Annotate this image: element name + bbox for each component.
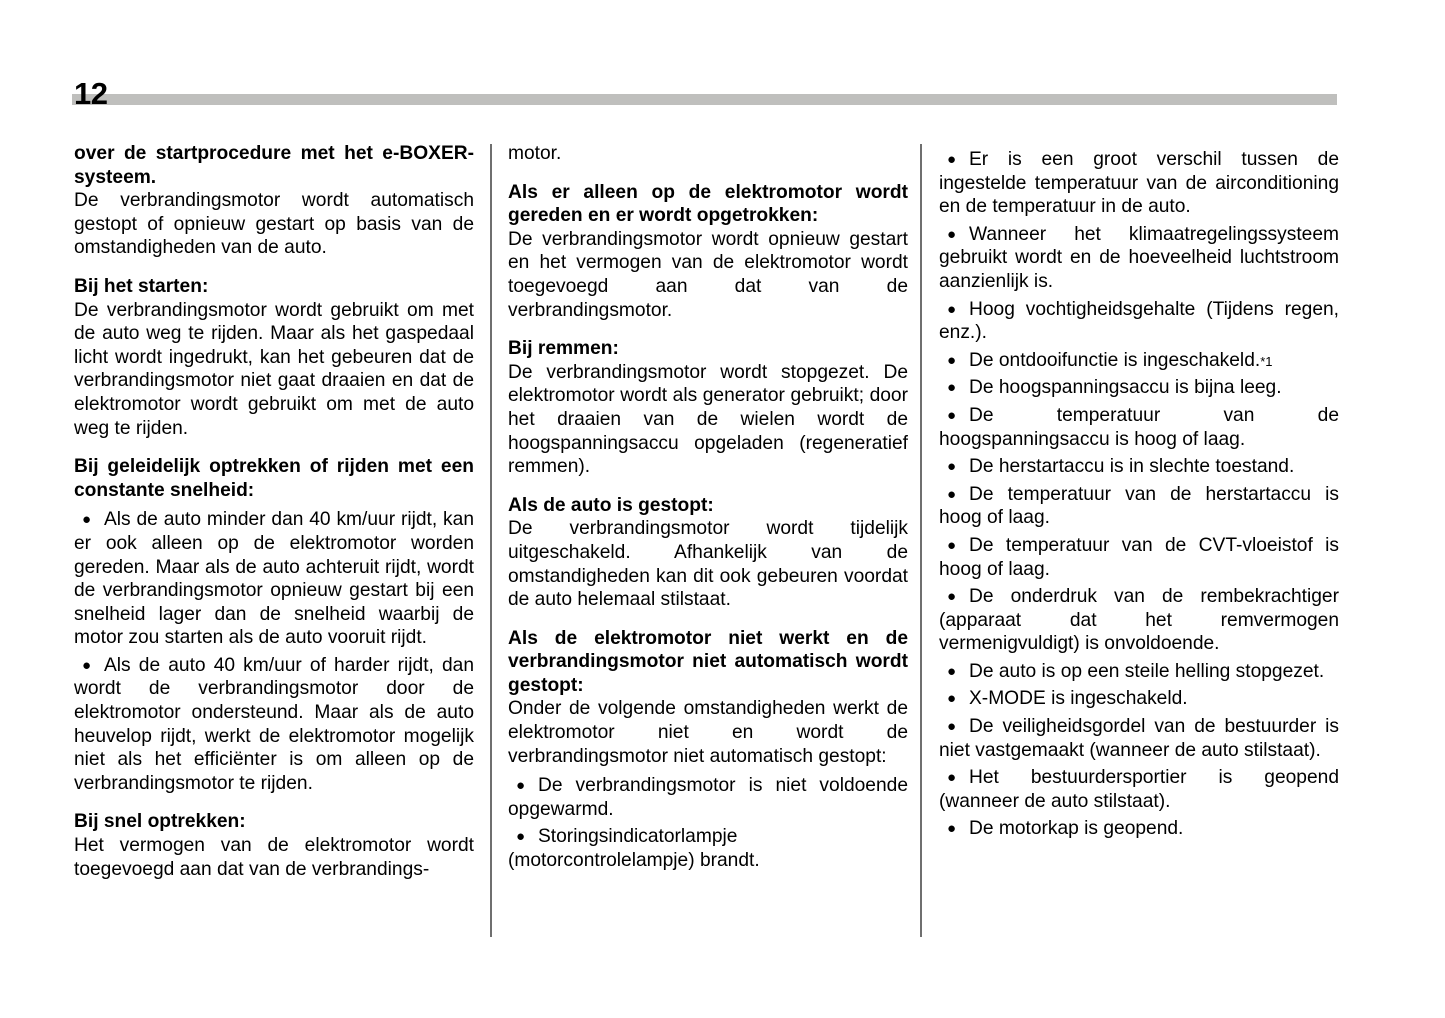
section-heading — [74, 455, 474, 502]
bullet-text: De temperatuur van de herstartaccu is hoog of laag. — [939, 483, 1339, 529]
bullet-text: De ontdooifunctie is ingeschakeld. — [969, 349, 1261, 371]
body-paragraph — [508, 517, 908, 611]
bullet-text: De veiligheidsgordel van de bestuurder is niet vastgemaakt (wanneer de auto stilstaat). — [939, 716, 1339, 761]
bullet-point-icon: ● — [516, 828, 526, 846]
bullet-point-icon: ● — [82, 511, 92, 529]
bullet-item — [508, 774, 908, 821]
bullet-item — [74, 654, 474, 796]
heading-text: Bij geleidelijk optrekken of rijden met een constante snelheid: — [74, 456, 474, 501]
bullet-point-icon: ● — [516, 777, 526, 795]
page-header — [72, 78, 1337, 112]
body-paragraph — [508, 228, 908, 322]
paragraph-text: De verbrandingsmotor wordt tijdelijk uitgeschakeld. Afhankelijk van de omstandigheden kan dit ook gebeuren voordat de auto helemaal stilstaat. — [508, 518, 908, 611]
body-paragraph — [74, 189, 474, 260]
bullet-text: Als de auto 40 km/uur of harder rijdt, dan wordt de verbrandingsmotor door de elektromotor ondersteund. Maar als de auto heuvelop rijdt, werkt de elektromotor mogelijk niet als het efficiënter is om alleen op de verbrandingsmotor te rijden. — [74, 654, 474, 794]
text-column-middle — [508, 142, 908, 942]
bullet-point-icon: ● — [947, 300, 957, 318]
section-heading — [74, 810, 474, 834]
section-heading — [508, 181, 908, 228]
bullet-point-icon: ● — [947, 458, 957, 476]
bullet-text: Het bestuurdersportier is geopend (wanneer de auto stilstaat). — [939, 767, 1339, 812]
header-rule — [72, 94, 1337, 105]
bullet-item — [939, 455, 1339, 479]
body-paragraph — [74, 299, 474, 441]
bullet-point-icon: ● — [947, 690, 957, 708]
bullet-text: Wanneer het klimaatregelingssysteem gebruikt wordt en de hoeveelheid luchtstroom aanzienlijk is. — [939, 223, 1339, 292]
section-heading — [508, 494, 908, 518]
bullet-item — [939, 585, 1339, 656]
bullet-point-icon: ● — [947, 379, 957, 397]
heading-text: Als de elektromotor niet werkt en de verbrandingsmotor niet automatisch wordt gestopt: — [508, 627, 908, 696]
heading-text: Bij remmen: — [508, 338, 619, 360]
bullet-item — [74, 508, 474, 650]
paragraph-text: motor. — [508, 143, 562, 164]
bullet-item — [939, 349, 1339, 373]
bullet-item — [939, 766, 1339, 813]
page-number: 12 — [74, 76, 108, 111]
bullet-item — [939, 148, 1339, 219]
bullet-text: Hoog vochtigheidsgehalte (Tijdens regen, enz.). — [939, 298, 1339, 344]
section-heading — [508, 337, 908, 361]
heading-text: Als de auto is gestopt: — [508, 494, 714, 516]
bullet-point-icon: ● — [947, 820, 957, 838]
text-column-right — [939, 142, 1339, 942]
bullet-point-icon: ● — [947, 588, 957, 606]
bullet-point-icon: ● — [947, 536, 957, 554]
column-container — [74, 142, 1344, 942]
footnote-marker: *1 — [1260, 353, 1273, 369]
bullet-item — [939, 817, 1339, 841]
section-heading — [508, 627, 908, 698]
bullet-text: De temperatuur van de hoogspanningsaccu is hoog of laag. — [939, 404, 1339, 450]
bullet-point-icon: ● — [947, 769, 957, 787]
column-divider-left — [490, 144, 492, 937]
bullet-point-icon: ● — [947, 151, 957, 168]
bullet-item — [508, 825, 908, 872]
bullet-item — [939, 483, 1339, 530]
bullet-text: De herstartaccu is in slechte toestand. — [969, 456, 1295, 478]
bullet-point-icon: ● — [947, 718, 957, 736]
bullet-text: De auto is op een steile helling stopgezet. — [969, 660, 1325, 682]
bullet-text: Storingsindicatorlampje (motorcontrolelampje) brandt. — [508, 826, 760, 872]
bullet-text: Er is een groot verschil tussen de ingestelde temperatuur van de airconditioning en de temperatuur in de auto. — [939, 149, 1339, 218]
bullet-text: De hoogspanningsaccu is bijna leeg. — [969, 377, 1282, 399]
bullet-point-icon: ● — [947, 225, 957, 243]
bullet-text: De onderdruk van de rembekrachtiger (apparaat dat het remvermogen vermenigvuldigt) is onvoldoende. — [939, 586, 1339, 655]
bullet-point-icon: ● — [947, 406, 957, 424]
bullet-point-icon: ● — [947, 485, 957, 503]
bullet-item — [939, 404, 1339, 451]
bullet-text: Als de auto minder dan 40 km/uur rijdt, kan er ook alleen op de elektromotor worden gereden. Maar als de auto achteruit rijdt, wordt de verbrandingsmotor opnieuw gestart bij een snelheid lager dan de snelheid waarbij de motor zou starten als de auto vooruit rijdt. — [74, 509, 474, 649]
body-paragraph — [508, 697, 908, 768]
heading-text: over de startprocedure met het e-BOXER-systeem. — [74, 143, 474, 188]
body-paragraph — [508, 142, 908, 166]
bullet-point-icon: ● — [947, 351, 957, 369]
section-heading — [74, 275, 474, 299]
section-heading — [74, 142, 474, 189]
paragraph-text: De verbrandingsmotor wordt opnieuw gestart en het vermogen van de elektromotor wordt toegevoegd aan dat van de verbrandingsmotor. — [508, 228, 908, 321]
paragraph-text: Onder de volgende omstandigheden werkt de elektromotor niet en wordt de verbrandingsmotor niet automatisch gestopt: — [508, 698, 908, 767]
bullet-item — [939, 223, 1339, 294]
heading-text: Bij het starten: — [74, 275, 209, 297]
body-paragraph — [74, 834, 474, 881]
bullet-item — [939, 298, 1339, 345]
bullet-text: X-MODE is ingeschakeld. — [969, 688, 1188, 710]
bullet-point-icon: ● — [947, 662, 957, 680]
paragraph-text: De verbrandingsmotor wordt gebruikt om met de auto weg te rijden. Maar als het gaspedaal licht wordt ingedrukt, kan het gebeuren dat de verbrandingsmotor niet gaat draaien en dat de elektromotor wordt gebruikt om met de auto weg te rijden. — [74, 299, 474, 439]
text-column-left — [74, 142, 474, 942]
bullet-text: De temperatuur van de CVT-vloeistof is hoog of laag. — [939, 534, 1339, 580]
bullet-item — [939, 376, 1339, 400]
bullet-item — [939, 715, 1339, 762]
heading-text: Als er alleen op de elektromotor wordt gereden en er wordt opgetrokken: — [508, 181, 908, 227]
body-paragraph — [508, 361, 908, 479]
bullet-point-icon: ● — [82, 656, 92, 674]
paragraph-text: De verbrandingsmotor wordt stopgezet. De elektromotor wordt als generator gebruikt; door het draaien van de wielen wordt de hoogspanningsaccu opgeladen (regeneratief remmen). — [508, 361, 908, 478]
column-divider-right — [920, 144, 922, 937]
bullet-text: De verbrandingsmotor is niet voldoende opgewarmd. — [508, 775, 908, 820]
bullet-text: De motorkap is geopend. — [969, 818, 1184, 840]
bullet-item — [939, 534, 1339, 581]
heading-text: Bij snel optrekken: — [74, 811, 246, 833]
paragraph-text: De verbrandingsmotor wordt automatisch gestopt of opnieuw gestart op basis van de omstandigheden van de auto. — [74, 190, 474, 259]
bullet-item — [939, 660, 1339, 684]
paragraph-text: Het vermogen van de elektromotor wordt toegevoegd aan dat van de verbrandings- — [74, 835, 474, 880]
bullet-item — [939, 687, 1339, 711]
